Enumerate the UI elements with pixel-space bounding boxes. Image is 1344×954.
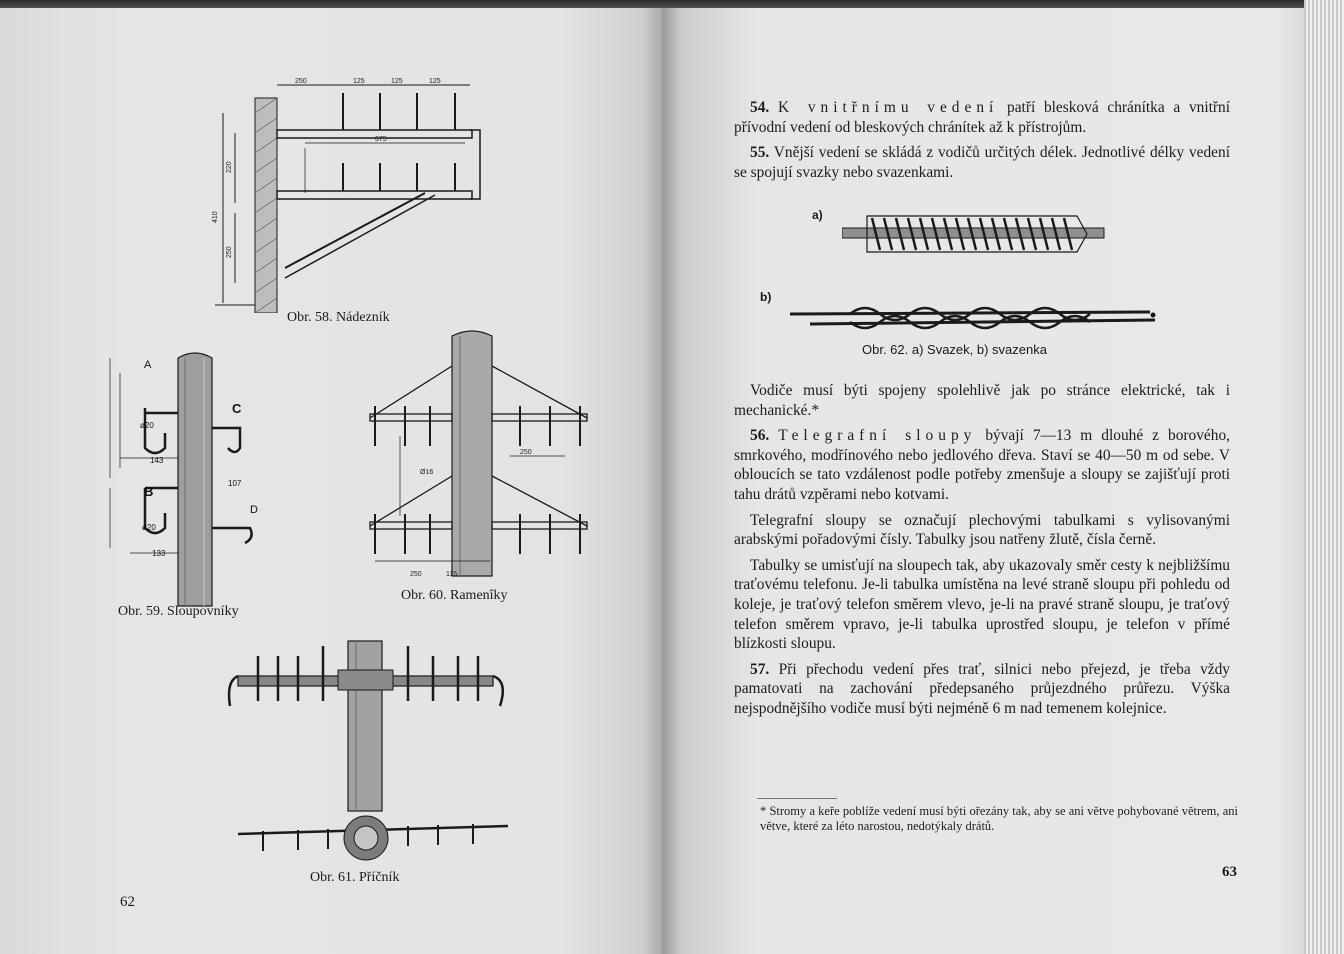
paragraph-vodice — [734, 381, 1230, 420]
figure-62-caption: Obr. 62. a) Svazek, b) svazenka — [862, 342, 1047, 357]
paragraph-text: patří blesková chránítka a vnitřní přívodní vedení od bleskových chránítek až k přístrojům. — [734, 99, 1230, 136]
figure-62-label-a: a) — [812, 208, 823, 222]
paragraph-text: Telegrafní sloupy se označují plechovými tabulkami s vylisovanými arabskými pořadovými čísly. Tabulky jsou natřeny žlutě, čísla černě. — [734, 511, 1230, 549]
right-page — [662, 8, 1344, 954]
right-page-number: 63 — [1222, 864, 1237, 880]
figure-61-crossbar — [218, 626, 518, 871]
paragraph-tabulky — [734, 556, 1230, 654]
paragraph-text: bývají 7—13 m dlouhé z borového, smrkového, modřínového nebo jedlového dřeva. Staví se 40—50 m od sebe. V obloucích se tato vzdálenost podle potřeby zmenšuje a sloupy se zajišťují proti tahu drátů vzpěrami nebo kotvami. — [734, 427, 1230, 503]
figure-60-crossarms — [350, 326, 600, 586]
paragraph-oznaceni — [734, 511, 1230, 550]
text-block-top — [734, 98, 1230, 188]
paragraph-number: 54. — [750, 99, 770, 116]
svg-text:133: 133 — [152, 549, 166, 558]
left-page — [0, 8, 662, 954]
figure-58-wall-bracket — [195, 73, 485, 313]
figure-60-caption: Obr. 60. Ramenîky — [401, 588, 508, 603]
figure-58-caption: Obr. 58. Nádezník — [287, 310, 390, 325]
svg-text:410: 410 — [212, 211, 219, 223]
paragraph-54 — [734, 98, 1230, 137]
paragraph-text: Vnější vedení se skládá z vodičů určitých délek. Jednotlivé délky vedení se spojují svazky nebo svazenkami. — [734, 144, 1230, 181]
svg-text:250: 250 — [295, 78, 307, 85]
svg-text:125: 125 — [353, 78, 365, 85]
svg-text:D: D — [250, 504, 258, 516]
paragraph-number: 57. — [750, 660, 770, 678]
svg-text:143: 143 — [150, 456, 164, 465]
footnote-separator — [757, 798, 837, 799]
paragraph-text: Vodiče musí býti spojeny spolehlivě jak po stránce elektrické, tak i mechanické.* — [734, 382, 1230, 419]
paragraph-57 — [734, 660, 1230, 719]
svg-text:115: 115 — [446, 571, 458, 578]
svg-text:125: 125 — [391, 78, 403, 85]
paragraph-text: Tabulky se umisťují na sloupech tak, aby ukazovaly směr cesty k nejbližšímu traťovému telefonu. Je-li tabulka umístěna na levé straně sloupu při pohledu od koleje, je traťový telefon směrem vlevo, je-li na pravé straně sloupu, je traťový telefon směrem vpravo, je-li tabulka uprostřed sloupu, je telefon v přímé blízkosti sloupu. — [734, 556, 1230, 653]
paragraph-text: Při přechodu vedení přes trať, silnici nebo přejezd, je třeba vždy pamatovati na zachování předepsaného průjezdného průřezu. Výška nejspodnějšího vodiče musí býti nejméně 6 m nad temenem kolejnice. — [734, 660, 1230, 717]
paragraph-number: 56. — [750, 427, 770, 445]
svg-text:A: A — [144, 359, 152, 371]
paragraph-55 — [734, 143, 1230, 182]
text-block-main — [734, 381, 1230, 725]
left-page-number: 62 — [120, 894, 135, 910]
svg-text:250: 250 — [226, 246, 233, 258]
figure-59-pole-brackets — [100, 338, 275, 608]
svg-text:ø20: ø20 — [142, 523, 156, 532]
book-page-edges — [1304, 0, 1344, 954]
paragraph-56 — [734, 426, 1230, 504]
svg-text:250: 250 — [410, 571, 422, 578]
figure-61-caption: Obr. 61. Příčník — [310, 870, 400, 885]
svg-text:250: 250 — [520, 449, 532, 456]
svg-text:B: B — [144, 484, 154, 499]
svg-text:107: 107 — [228, 479, 242, 488]
spaced-heading: Telegrafní sloupy — [778, 427, 977, 445]
spaced-heading: K vnitřnímu vedení — [777, 99, 999, 116]
figure-62-label-b: b) — [760, 290, 772, 304]
footnote: * Stromy a keře poblíže vedení musí býti ořezány tak, aby se ani větve pohybované větrem, ani větve, které za léto narostou, nedotýkaly drátů. — [760, 804, 1238, 833]
figure-62a-svazek — [842, 204, 1112, 264]
svg-text:Ø16: Ø16 — [420, 469, 434, 476]
svg-text:ø20: ø20 — [140, 421, 154, 430]
svg-text:675: 675 — [375, 136, 387, 143]
figure-62b-svazenka — [790, 298, 1160, 338]
svg-text:125: 125 — [429, 78, 441, 85]
svg-text:220: 220 — [226, 161, 233, 173]
figure-59-caption: Obr. 59. Sloupovníky — [118, 604, 239, 619]
paragraph-number: 55. — [750, 144, 770, 162]
svg-text:C: C — [232, 401, 242, 416]
